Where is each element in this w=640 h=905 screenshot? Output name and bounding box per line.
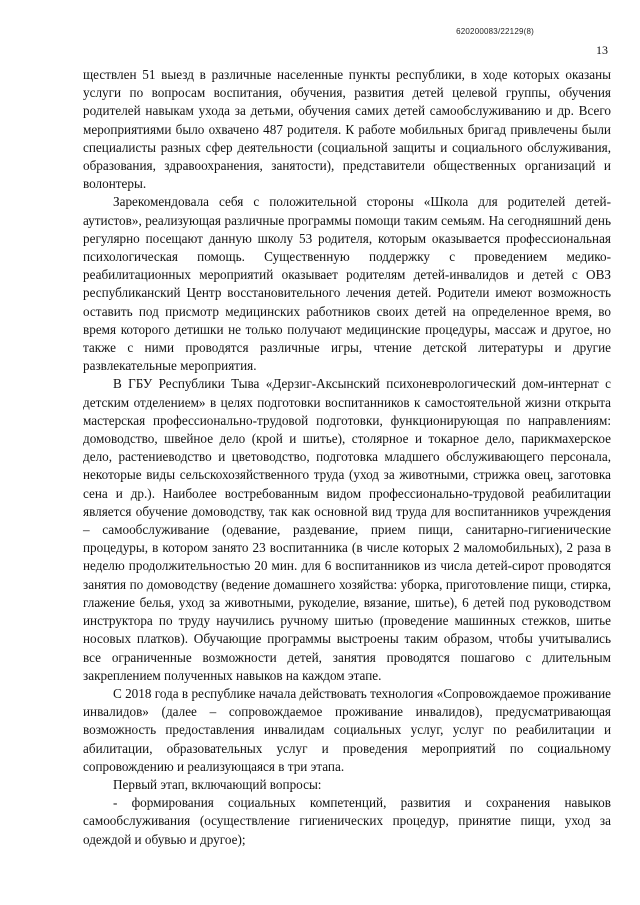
- paragraph-autism-school: Зарекомендовала себя с положительной стороны «Школа для родителей детей-аутистов», реализующая различные программы помощи таким семьям. На сегодняшний день регулярно посещают данную школу 53 родителя, которым оказывается профессиональная психологическая помощь. Существенную поддержку с проведением медико-реабилитационных мероприятий оказывает родителям детей-инвалидов и детей с ОВЗ республиканский Центр восстановительного лечения детей. Родители имеют возможность оставить под присмотр медицинских работников своих детей на определенное время, во время которого детишки не только получают медицинские процедуры, массаж и другое, но также с ними проводятся различные игры, чтение детской литературы и другие развлекательные мероприятия.: [83, 194, 611, 374]
- paragraph-dom-internat: В ГБУ Республики Тыва «Дерзиг-Аксынский психоневрологический дом-интернат с детским отделением» в целях подготовки воспитанников к самостоятельной жизни открыта мастерская профессионально-трудовой подготовки, функционирующая по направлениям: домоводство, швейное дело (крой и шитье), столярное и токарное дело, парикмахерское дело, растениеводство и цветоводство, подготовка младшего обслуживающего персонала, некоторые виды сельскохозяйственного труда (уход за животными, стрижка овец, заготовка сена и др.). Наиболее востребованным видом профессионально-трудовой реабилитации является обучение домоводству, так как основной вид труда для воспитанников учреждения – самообслуживание (одевание, раздевание, прием пищи, санитарно-гигиенические процедуры, в котором занято 23 воспитанника (в числе которых 2 маломобильных), 2 раза в неделю продолжительностью 20 мин. для 6 воспитанников из числа детей-сирот проводятся занятия по домоводству (ведение домашнего хозяйства: уборка, приготовление пищи, стирка, глажение белья, уход за животными, рукоделие, вязание, шитье), 6 детей под руководством инструктора по труду научились ручному шитью (проведение машинных стежков, шитье носовых платков). Обучающие программы выстроены таким образом, чтобы учитывались все ограниченные возможности детей, занятия проводятся пошагово с длительным закреплением полученных навыков на каждом этапе.: [83, 376, 611, 683]
- document-body: [83, 66, 611, 849]
- paragraph-list-item: - формирования социальных компетенций, развития и сохранения навыков самообслуживания (осуществление гигиенических процедур, принятие пищи, уход за одеждой и обувью и другое);: [83, 795, 611, 847]
- paragraph-first-stage: Первый этап, включающий вопросы:: [113, 776, 322, 792]
- paragraph-supported-living: С 2018 года в республике начала действовать технология «Сопровождаемое проживание инвалидов» (далее – сопровождаемое проживание инвалидов), предусматривающая возможность предоставления инвалидам социальных услуг, услуг по реабилитации и абилитации, образовательных услуг и проведения мероприятий по социальному сопровождению и реализующаяся в три этапа.: [83, 685, 611, 774]
- document-id: 620200083/22129(8): [456, 27, 534, 36]
- paragraph-continuation: ществлен 51 выезд в различные населенные пункты республики, в ходе которых оказаны услуги по вопросам воспитания, обучения, развития детей целевой группы, обучения родителей навыкам ухода за детьми, обучения самих детей самообслуживанию и др. Всего мероприятиями было охвачено 487 родителя. К работе мобильных бригад привлечены были специалисты разных сфер деятельности (социальной защиты и социального обслуживания, образования, здравоохранения, занятости), представители общественных организаций и волонтеры.: [83, 67, 611, 192]
- page-number: 13: [596, 43, 608, 57]
